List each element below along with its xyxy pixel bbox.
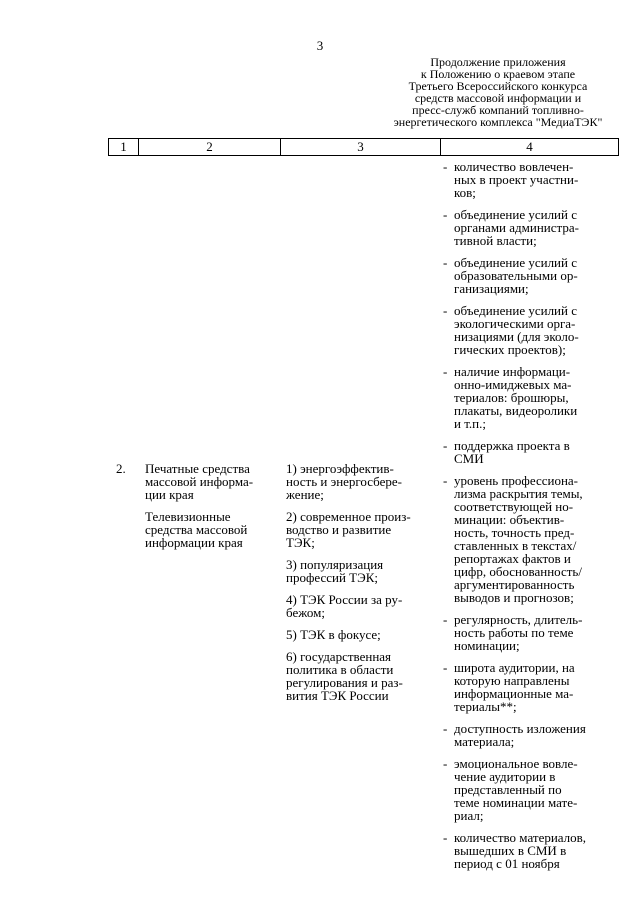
appendix-line: Третьего Всероссийского конкурса: [408, 79, 588, 93]
media-type-column: [145, 462, 270, 558]
criterion-item: - объединение усилий с органами администра- тивной власти;: [443, 207, 579, 248]
appendix-line: Продолжение приложения: [430, 55, 566, 69]
row-number: 2.: [116, 461, 126, 476]
media-type: Печатные средства массовой информа- ции края: [145, 461, 254, 502]
nominations-column: [286, 462, 434, 711]
nomination-item: 4) ТЭК России за ру- бежом;: [286, 592, 403, 620]
criterion-item: - регулярность, длитель- ность работы по теме номинации;: [443, 612, 583, 653]
appendix-line: пресс-служб компаний топливно-: [412, 103, 584, 117]
criterion-item: - уровень профессиона- лизма раскрытия темы, соответствующей но- минации: объектив- ность, точность пред- ставленных в текстах/ репортажах фактов и цифр, обоснованность/ аргументированность выводов и прогнозов;: [443, 473, 583, 605]
nomination-item: 6) государственная политика в области регулирования и раз- вития ТЭК России: [286, 649, 403, 703]
criterion-item: - широта аудитории, на которую направлены информационные ма- териалы**;: [443, 660, 575, 714]
nomination-item: 1) энергоэффектив- ность и энергосбере- жение;: [286, 461, 402, 502]
criterion-item: - количество материалов, вышедших в СМИ в период с 01 ноября: [443, 830, 587, 871]
column-number: 1: [109, 139, 139, 156]
page-number: 3: [316, 38, 324, 53]
appendix-header: [380, 56, 616, 128]
criterion-item: - наличие информаци- онно-имиджевых ма- териалов: брошюры, плакаты, видеоролики и т.п.;: [443, 364, 578, 431]
criterion-item: - количество вовлечен- ных в проект участни- ков;: [443, 159, 579, 200]
column-number-header: [108, 138, 619, 156]
appendix-line: энергетического комплекса "МедиаТЭК": [393, 115, 603, 129]
nomination-item: 2) современное произ- водство и развитие ТЭК;: [286, 509, 411, 550]
evaluation-criteria-column: [443, 160, 613, 879]
criterion-item: - доступность изложения материала;: [443, 721, 586, 749]
column-number: 2: [139, 139, 281, 156]
criterion-item: - эмоциональное вовле- чение аудитории в представленный по теме номинации мате- риал;: [443, 756, 578, 823]
nomination-item: 5) ТЭК в фокусе;: [286, 627, 381, 642]
appendix-line: средств массовой информации и: [414, 91, 582, 105]
column-number: 4: [441, 139, 619, 156]
criterion-item: - объединение усилий с образовательными ор- ганизациями;: [443, 255, 578, 296]
criterion-item: - поддержка проекта в СМИ: [443, 438, 570, 466]
criterion-item: - объединение усилий с экологическими орга- низациями (для эколо- гических проектов);: [443, 303, 579, 357]
column-number: 3: [281, 139, 441, 156]
nomination-item: 3) популяризация профессий ТЭК;: [286, 557, 384, 585]
media-type: Телевизионные средства массовой информации края: [145, 509, 248, 550]
appendix-line: к Положению о краевом этапе: [420, 67, 576, 81]
